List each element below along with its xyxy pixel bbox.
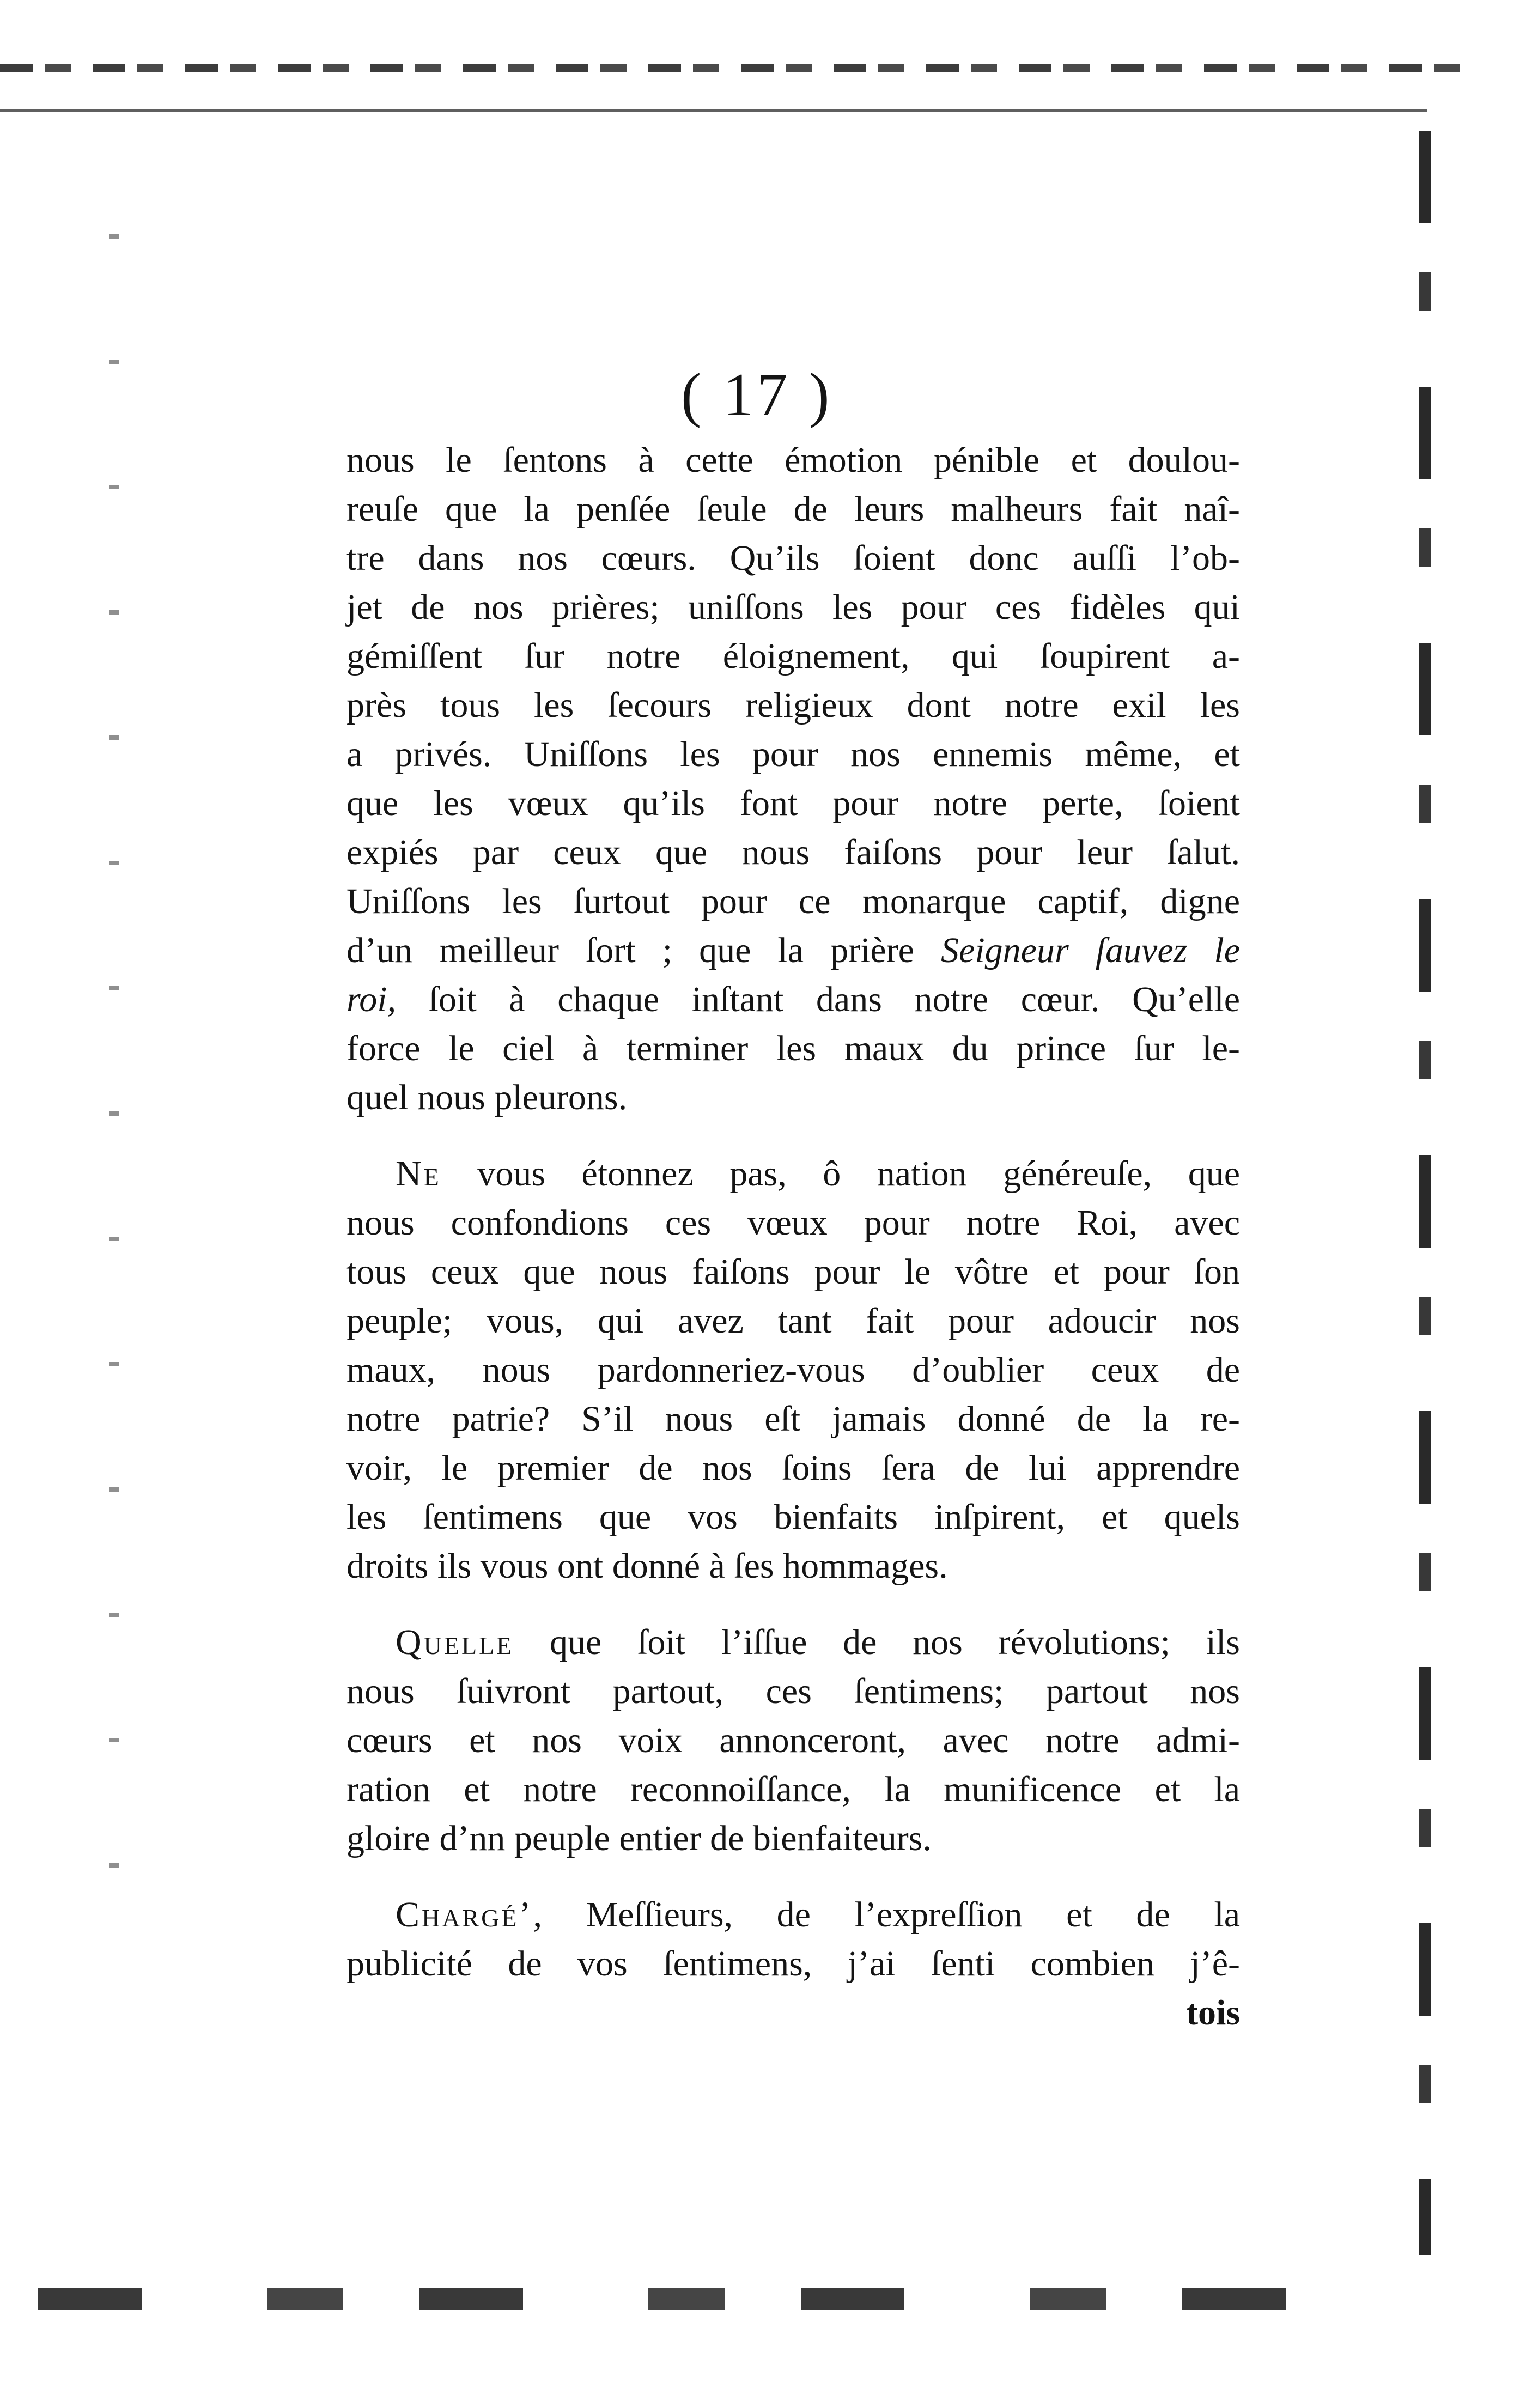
- text-line: près tous les ſecours religieux dont notre exil les: [346, 685, 1240, 725]
- text-line: droits ils vous ont donné à ſes hommages.: [346, 1546, 948, 1586]
- italic-phrase: roi,: [346, 980, 397, 1019]
- text-line: nous ſuivront partout, ces ſentimens; partout nos: [346, 1671, 1240, 1711]
- text-line: que les vœux qu’ils font pour notre perte, ſoient: [346, 783, 1240, 823]
- text-segment: que ſoit l’iſſue de nos révolutions; ils: [514, 1622, 1240, 1662]
- scan-marks-left: [109, 234, 119, 1978]
- lead-caps: Chargé’: [396, 1895, 533, 1935]
- text-line: jet de nos prières; uniſſons les pour ces fidèles qui: [346, 587, 1240, 627]
- text-line: nous confondions ces vœux pour notre Roi, avec: [346, 1203, 1240, 1243]
- text-line: [346, 1890, 1240, 1939]
- text-line: [346, 926, 1240, 975]
- text-line: [346, 1618, 1240, 1667]
- text-segment: vous étonnez pas, ô nation généreuſe, que: [441, 1154, 1240, 1194]
- text-line: [346, 975, 1240, 1024]
- text-segment: d’un meilleur ſort ; que la prière: [346, 931, 914, 970]
- text-line: reuſe que la penſée ſeule de leurs malheurs fait naî-: [346, 489, 1240, 529]
- page-number: ( 17 ): [681, 361, 833, 429]
- italic-phrase: Seigneur ſauvez le: [941, 931, 1240, 970]
- text-line: tre dans nos cœurs. Qu’ils ſoient donc auſſi l’ob-: [346, 538, 1240, 578]
- scan-edge-bottom: [38, 2288, 1411, 2310]
- text-line: quel nous pleurons.: [346, 1078, 628, 1117]
- text-line: tous ceux que nous faiſons pour le vôtre et pour ſon: [346, 1252, 1240, 1292]
- text-line: expiés par ceux que nous faiſons pour leur ſalut.: [346, 832, 1240, 872]
- text-line: maux, nous pardonneriez-vous d’oublier ceux de: [346, 1350, 1240, 1390]
- text-line: gloire d’nn peuple entier de bienfaiteurs.: [346, 1819, 932, 1858]
- text-line: force le ciel à terminer les maux du prince ſur le-: [346, 1029, 1240, 1068]
- scan-rule-top: [0, 109, 1427, 112]
- text-line: peuple; vous, qui avez tant fait pour adoucir nos: [346, 1301, 1240, 1341]
- text-line: publicité de vos ſentimens, j’ai ſenti combien j’ê-: [346, 1944, 1240, 1984]
- text-line: notre patrie? S’il nous eſt jamais donné de la re-: [346, 1399, 1240, 1439]
- text-line: ration et notre reconnoiſſance, la munificence et la: [346, 1769, 1240, 1809]
- scan-edge-top: [0, 64, 1460, 72]
- lead-caps: Quelle: [396, 1622, 514, 1662]
- text-line: cœurs et nos voix annonceront, avec notre admi-: [346, 1720, 1240, 1760]
- scan-edge-right: [1419, 131, 1431, 2255]
- text-line: nous le ſentons à cette émotion pénible et doulou-: [346, 440, 1240, 480]
- text-line: voir, le premier de nos ſoins ſera de lui apprendre: [346, 1448, 1240, 1488]
- text-line: [346, 1150, 1240, 1199]
- text-line: les ſentimens que vos bienfaits inſpirent, et quels: [346, 1497, 1240, 1537]
- catchword: tois: [1186, 1993, 1240, 2033]
- text-line: Uniſſons les ſurtout pour ce monarque captif, digne: [346, 881, 1240, 921]
- text-segment: , Meſſieurs, de l’expreſſion et de la: [533, 1895, 1240, 1935]
- lead-caps: Ne: [396, 1154, 441, 1194]
- text-line: a privés. Uniſſons les pour nos ennemis même, et: [346, 734, 1240, 774]
- text-segment: ſoit à chaque inſtant dans notre cœur. Qu’elle: [428, 980, 1240, 1019]
- text-line: gémiſſent ſur notre éloignement, qui ſoupirent a-: [346, 636, 1240, 676]
